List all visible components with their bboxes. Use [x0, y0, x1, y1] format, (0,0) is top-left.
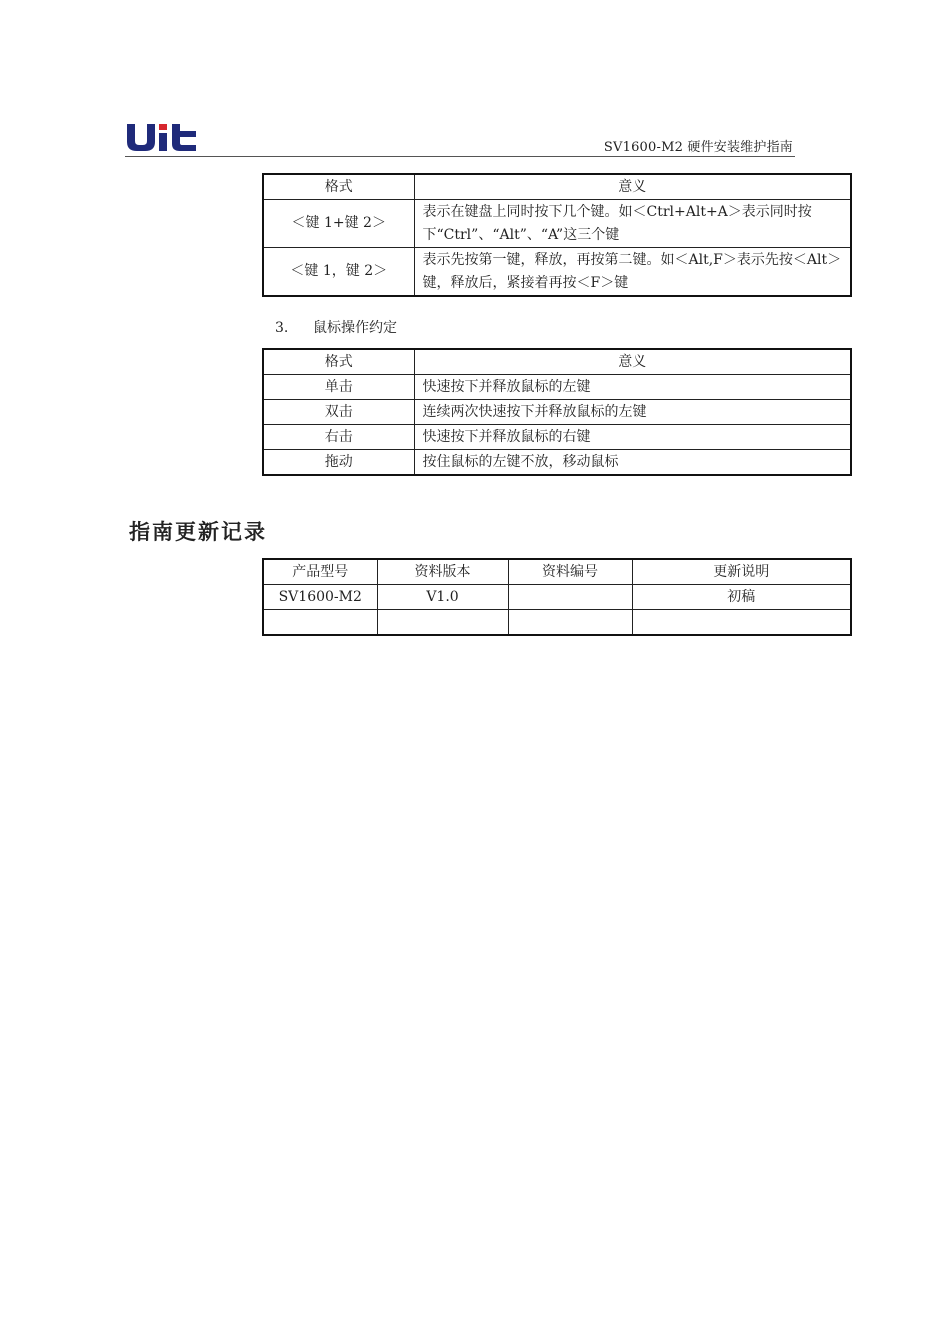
- format-cell: 双击: [263, 400, 414, 425]
- table-row: [263, 585, 851, 610]
- product-model-cell: SV1600-M2: [263, 585, 377, 610]
- update-notes-cell: 初稿: [632, 585, 851, 610]
- section-title: 鼠标操作约定: [313, 320, 397, 336]
- format-cell: ＜键 1+键 2＞: [263, 200, 414, 248]
- meaning-cell: 连续两次快速按下并释放鼠标的左键: [414, 400, 851, 425]
- header-meaning: 意义: [414, 174, 851, 200]
- table-row: [263, 400, 851, 425]
- format-cell: 拖动: [263, 450, 414, 476]
- meaning-cell: 快速按下并释放鼠标的右键: [414, 425, 851, 450]
- table-row: [263, 450, 851, 476]
- header-format: 格式: [263, 349, 414, 375]
- table-header-row: [263, 349, 851, 375]
- meaning-cell: 表示在键盘上同时按下几个键。如＜Ctrl+Alt+A＞表示同时按下“Ctrl”、“Alt”、“A”这三个键: [414, 200, 851, 248]
- doc-version-cell: V1.0: [377, 585, 508, 610]
- keyboard-convention-table: [262, 173, 852, 297]
- header-product-model: 产品型号: [263, 559, 377, 585]
- mouse-convention-table: [262, 348, 852, 476]
- table-header-row: [263, 559, 851, 585]
- format-cell: 单击: [263, 375, 414, 400]
- table-row: [263, 425, 851, 450]
- document-title: SV1600-M2 硬件安装维护指南: [603, 140, 793, 155]
- meaning-cell: 表示先按第一键，释放，再按第二键。如＜Alt,F＞表示先按＜Alt＞键，释放后，紧接着再按＜F＞键: [414, 248, 851, 297]
- format-cell: 右击: [263, 425, 414, 450]
- header-meaning: 意义: [414, 349, 851, 375]
- meaning-cell: 按住鼠标的左键不放，移动鼠标: [414, 450, 851, 476]
- table-header-row: [263, 174, 851, 200]
- section-heading-mouse: [275, 317, 397, 337]
- section-number: 3.: [275, 320, 289, 336]
- header-format: 格式: [263, 174, 414, 200]
- meaning-cell: 快速按下并释放鼠标的左键: [414, 375, 851, 400]
- table-row: [263, 200, 851, 248]
- header-update-notes: 更新说明: [632, 559, 851, 585]
- table-row: [263, 248, 851, 297]
- doc-version-cell: [377, 610, 508, 636]
- doc-number-cell: [508, 585, 632, 610]
- table-row: [263, 375, 851, 400]
- doc-number-cell: [508, 610, 632, 636]
- update-record-table: [262, 558, 852, 636]
- table-row: [263, 610, 851, 636]
- header-divider: [125, 156, 795, 157]
- update-notes-cell: [632, 610, 851, 636]
- header-doc-version: 资料版本: [377, 559, 508, 585]
- uit-logo: [126, 122, 198, 152]
- update-record-heading: 指南更新记录: [129, 520, 267, 544]
- header-doc-number: 资料编号: [508, 559, 632, 585]
- format-cell: ＜键 1，键 2＞: [263, 248, 414, 297]
- product-model-cell: [263, 610, 377, 636]
